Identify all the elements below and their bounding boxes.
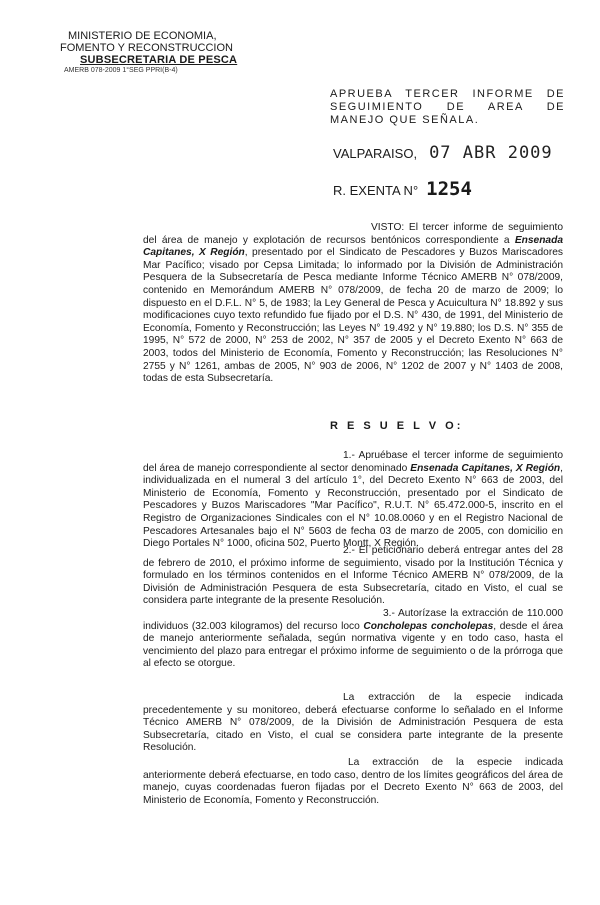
resolution-point-2: [143, 545, 563, 608]
visto-lead: VISTO: El tercer informe de seguimiento del área de manejo y explotación de recursos bentónicos correspondiente a: [143, 222, 563, 246]
ministry-line-2: FOMENTO Y RECONSTRUCCION: [60, 42, 233, 54]
point-3-species: Concholepas concholepas: [363, 620, 494, 632]
resuelvo-heading: R E S U E L V O:: [330, 420, 464, 432]
point-1-lead: 1.- Apruébase el tercer informe de seguimiento del área de manejo correspondiente al sector denominado: [143, 450, 563, 474]
resolution-number: 1254: [426, 178, 472, 200]
point-2-text: 2.- El peticionario deberá entregar antes del 28 de febrero de 2010, el próximo informe de seguimiento, visado por la Institución Técnica y formulado en los términos contenidos en el Informe Técnico AMERB N° 078/2009, de la División de Administración Pesquera de esta Subsecretaría, citado en Visto, el cual se considera parte integrante de la presente Resolución.: [143, 545, 563, 607]
paragraph-4-text: La extracción de la especie indicada precedentemente y su monitoreo, deberá efectuarse conforme lo señalado en el Informe Técnico AMERB N° 078/2009, de la División de Administración Pesquera de esta Subsecretaría, citado en Visto, el cual se considera parte integrante de la presente Resolución.: [143, 692, 563, 754]
resolution-point-3: [143, 608, 563, 671]
visto-paragraph: [143, 222, 563, 386]
date-place: VALPARAISO,: [333, 146, 418, 161]
point-3-rest: , desde el área de manejo anteriormente señalada, según normativa vigente y en todo caso, hasta el vencimiento del plazo para entregar el próximo informe de seguimiento o de la prórroga que al efecto se otorgue.: [143, 620, 563, 670]
paragraph-5-text: La extracción de la especie indicada anteriormente deberá efectuarse, en todo caso, dentro de los límites geográficos del área de manejo, cuyas coordenadas fueron fijadas por el Decreto Exento N° 663 de 2003, del Ministerio de Economía, Fomento y Reconstrucción.: [143, 757, 563, 806]
visto-sector: Ensenada Capitanes, X Región: [143, 234, 563, 259]
subsecretaria-line: SUBSECRETARIA DE PESCA: [80, 54, 238, 66]
resolution-label: R. EXENTA N°: [333, 183, 419, 198]
geographic-limits-paragraph: [143, 757, 563, 807]
visto-rest: , presentado por el Sindicato de Pescadores y Buzos Mariscadores Mar Pacífico; visado por Cepsa Limitada; lo informado por la División de Administración Pesquera de la Subsecretaría de Pesca mediante Informe Técnico AMERB N° 078/2009, contenido en Memorándum AMERB N° 078/2009, de fecha 20 de marzo de 2009; lo dispuesto en el D.F.L. N° 5, de 1983; la Ley General de Pesca y Acuicultura N° 18.892 y sus modificaciones cuyo texto refundido fue fijado por el D.S. N° 430, de 1991, del Ministerio de Economía, Fomento y Reconstrucción; las Leyes N° 19.492 y N° 19.880; los D.S. N° 355 de 1995, N° 572 de 2000, N° 253 de 2002, N° 357 de 2005 y el Decreto Exento N° 663 de 2003, todos del Ministerio de Economía, Fomento y Reconstrucción; las Resoluciones N° 2755 y N° 1261, ambas de 2005, N° 903 de 2006, N° 1202 de 2007 y N° 1403 de 2008, todas de esta Subsecretaría.: [143, 247, 563, 385]
subject-summary: APRUEBA TERCER INFORME DE SEGUIMIENTO DE AREA DE MANEJO QUE SEÑALA.: [330, 88, 565, 126]
date-stamp: 07 ABR 2009: [429, 143, 553, 163]
date-line: [333, 143, 553, 163]
resolution-point-1: [143, 450, 563, 551]
ministry-header: [60, 30, 260, 75]
reference-code: AMERB 078-2009 1°SEG PPRI(B-4): [64, 67, 178, 74]
resolution-line: [333, 178, 472, 200]
point-3-lead: 3.- Autorízase la extracción de 110.000 individuos (32.003 kilogramos) del recurso loco: [143, 608, 563, 632]
extraction-monitoring-paragraph: [143, 692, 563, 755]
ministry-line-1: MINISTERIO DE ECONOMIA,: [68, 30, 217, 42]
point-1-sector: Ensenada Capitanes, X Región: [410, 462, 561, 474]
point-1-rest: , individualizada en el numeral 3 del artículo 1°, del Decreto Exento N° 663 de 2003, del Ministerio de Economía, Fomento y Reconstrucción, presentado por el Sindicato de Pescadores y Buzos Mariscadores "Mar Pacífico", R.U.T. N° 65.472.000-5, inscrito en el Registro de Organizaciones Sindicales con el N° 10.08.0060 y en el Registro Nacional de Pescadores Artesanales bajo el N° 5603 de fecha 03 de marzo de 2005, con domicilio en Diego Portales N° 1000, oficina 502, Puerto Montt, X Región.: [143, 462, 563, 550]
